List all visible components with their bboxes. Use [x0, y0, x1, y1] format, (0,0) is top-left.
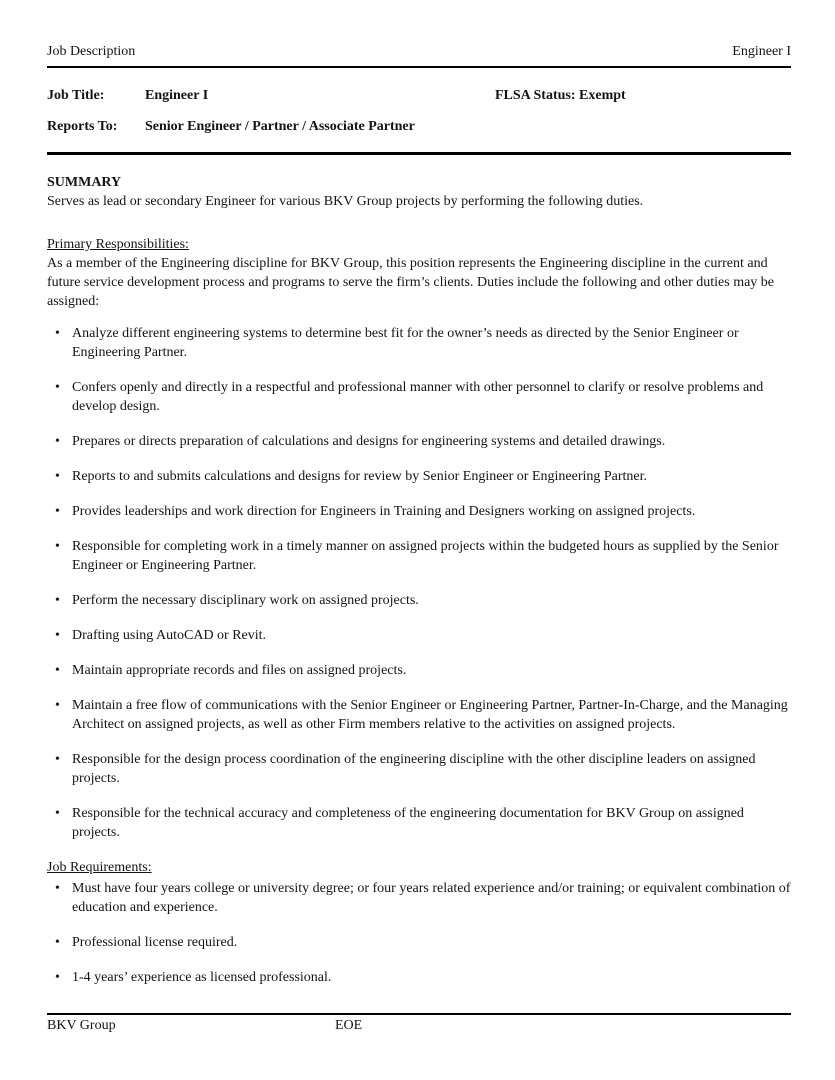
job-title-label: Job Title:: [47, 88, 105, 103]
header-left-text: Job Description: [47, 44, 136, 59]
list-item: • Responsible for the technical accuracy and completeness of the engineering documentation for BKV Group on assigned projects.: [47, 804, 791, 842]
list-item: • Must have four years college or university degree; or four years related experience and/or training; or equivalent combination of education and experience.: [47, 879, 791, 917]
footer-eoe: EOE: [335, 1018, 363, 1033]
list-item: • Drafting using AutoCAD or Revit.: [47, 626, 791, 645]
job-info-block: [47, 88, 791, 150]
job-title-value: Engineer I: [145, 88, 209, 103]
primary-responsibilities-list: [47, 324, 791, 842]
page-footer: [47, 1013, 791, 1034]
summary-heading: SUMMARY: [47, 175, 122, 190]
job-title-row: [47, 88, 791, 104]
header-right-text: Engineer I: [732, 44, 791, 59]
job-requirements-list: [47, 879, 791, 987]
primary-responsibilities-intro: As a member of the Engineering discipline for BKV Group, this position represents the Engineering discipline in the current and future service development process and programs to serve the firm’s clients. Duties include the following and other duties may be assigned:: [47, 256, 775, 309]
footer-company: BKV Group: [47, 1018, 116, 1033]
list-item: • Provides leaderships and work direction for Engineers in Training and Designers working on assigned projects.: [47, 502, 791, 521]
list-item: • Responsible for completing work in a timely manner on assigned projects within the budgeted hours as supplied by the Senior Engineer or Engineering Partner.: [47, 537, 791, 575]
job-requirements-heading: Job Requirements:: [47, 860, 152, 875]
reports-to-row: [47, 119, 791, 135]
list-item: • Perform the necessary disciplinary work on assigned projects.: [47, 591, 791, 610]
list-item: • Analyze different engineering systems to determine best fit for the owner’s needs as directed by the Senior Engineer or Engineering Partner.: [47, 324, 791, 362]
list-item: • Maintain a free flow of communications with the Senior Engineer or Engineering Partner, Partner-In-Charge, and the Managing Architect on assigned projects, as well as other Firm members relative to the activities on assigned projects.: [47, 696, 791, 734]
reports-to-label: Reports To:: [47, 119, 118, 134]
flsa-status: FLSA Status: Exempt: [495, 88, 626, 103]
summary-body: Serves as lead or secondary Engineer for various BKV Group projects by performing the following duties.: [47, 194, 644, 209]
list-item: • Prepares or directs preparation of calculations and designs for engineering systems and detailed drawings.: [47, 432, 791, 451]
list-item: • Professional license required.: [47, 933, 791, 952]
section-divider: [47, 152, 791, 155]
list-item: • 1-4 years’ experience as licensed professional.: [47, 968, 791, 987]
list-item: • Maintain appropriate records and files on assigned projects.: [47, 661, 791, 680]
reports-to-value: Senior Engineer / Partner / Associate Partner: [145, 119, 415, 134]
list-item: • Reports to and submits calculations and designs for review by Senior Engineer or Engineering Partner.: [47, 467, 791, 486]
primary-responsibilities-heading: Primary Responsibilities:: [47, 237, 189, 252]
list-item: • Responsible for the design process coordination of the engineering discipline with the other discipline leaders on assigned projects.: [47, 750, 791, 788]
list-item: • Confers openly and directly in a respectful and professional manner with other personnel to clarify or resolve problems and develop design.: [47, 378, 791, 416]
page-header: [47, 44, 791, 68]
